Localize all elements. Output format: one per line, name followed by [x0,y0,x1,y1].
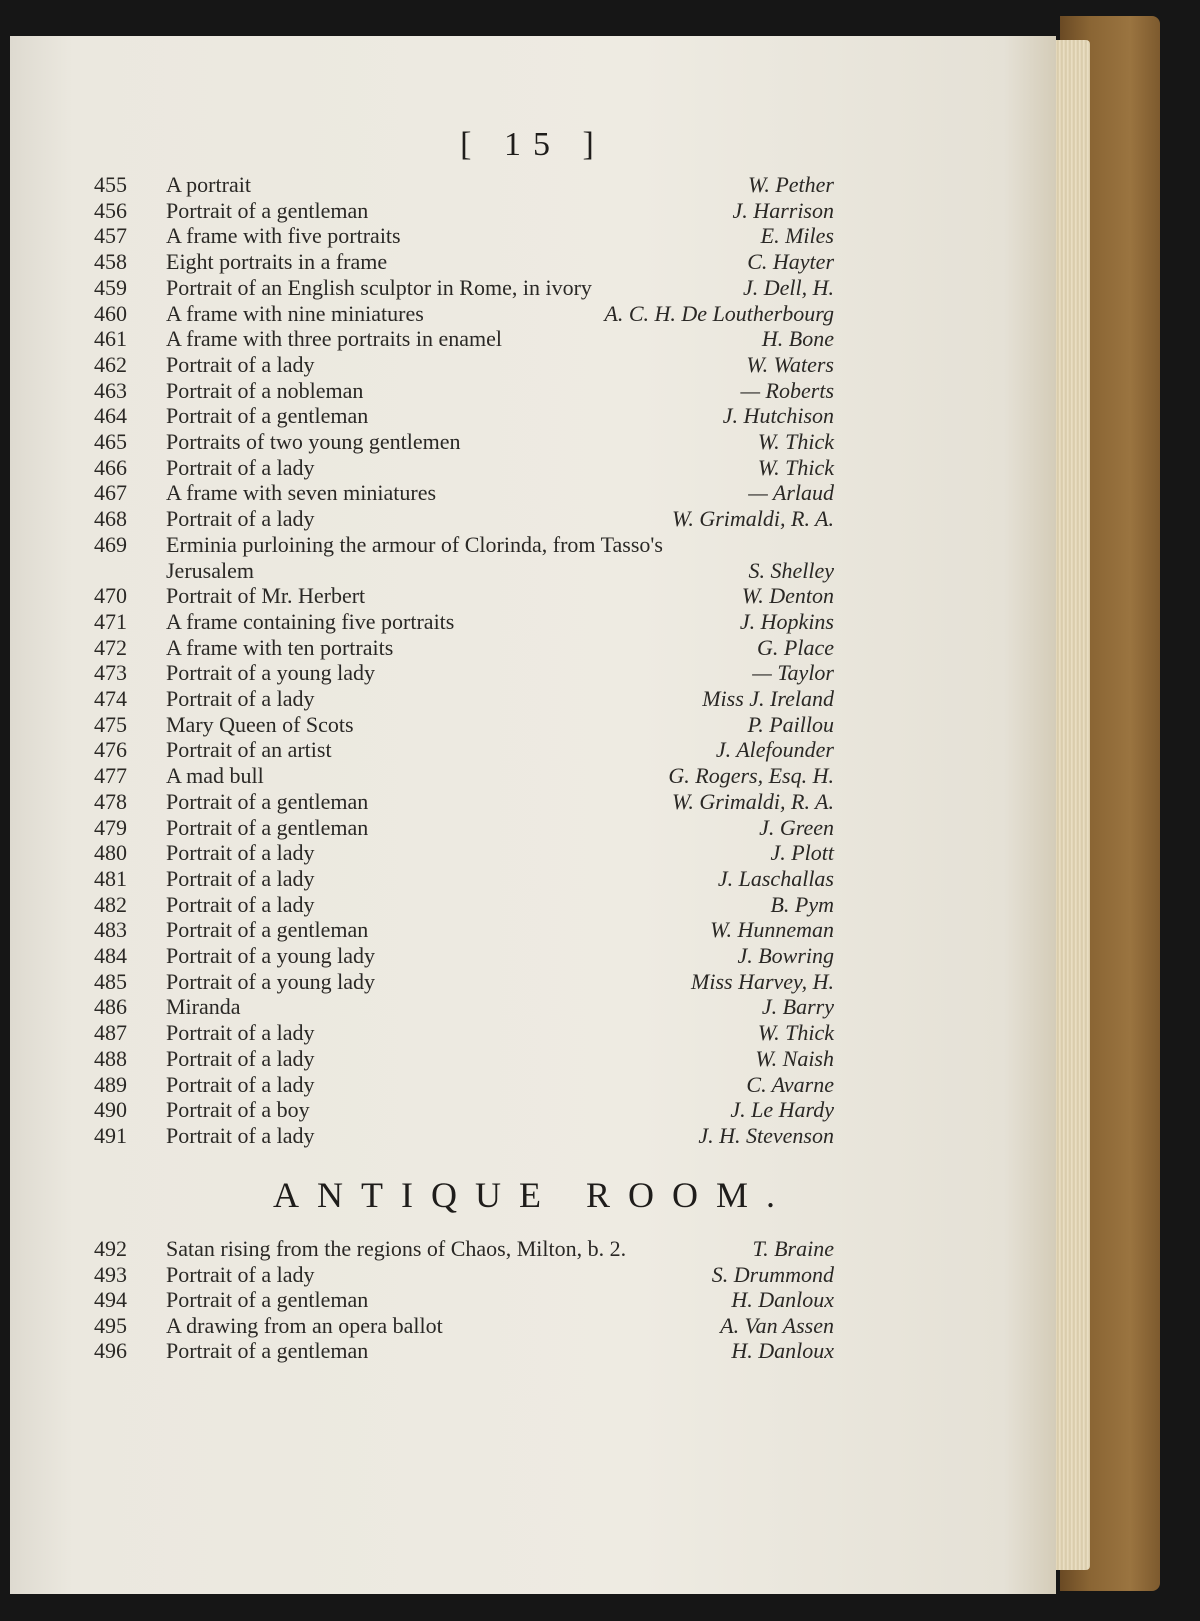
catalogue-entry [94,1313,834,1339]
entry-title: Portrait of a lady [166,454,315,480]
catalogue-entry [94,969,834,995]
entry-title: Portrait of a lady [166,1261,315,1287]
entry-artist: W. Pether [748,172,834,197]
entry-number: 468 [94,506,127,532]
entry-title: Portrait of a young lady [166,968,375,994]
entry-title: Portrait of a lady [166,865,315,891]
entry-number: 459 [94,274,127,300]
catalogue-entry [94,1262,834,1288]
entry-artist: J. Dell, H. [742,274,834,300]
catalogue-entry [94,815,834,841]
entry-number: 484 [94,943,127,968]
entry-artist: W. Thick [757,454,834,480]
entry-number: 492 [94,1236,127,1261]
section-heading: ANTIQUE ROOM. [273,1175,793,1215]
entry-number: 474 [94,686,127,711]
entry-number: 496 [94,1338,127,1363]
entry-number: 490 [94,1097,127,1123]
catalogue-page [10,36,1056,1594]
entry-number: 471 [94,608,127,634]
entry-artist: J. Hopkins [739,608,834,634]
catalogue-entry [94,737,834,763]
entry-number: 488 [94,1045,127,1071]
entry-artist: H. Bone [761,326,834,352]
entry-title: Portrait of a lady [166,840,315,866]
entry-number: 460 [94,300,127,326]
catalogue-entry [94,301,834,327]
entry-number: 478 [94,788,127,814]
catalogue-entry [94,1338,834,1364]
entry-number: 475 [94,711,127,737]
catalogue-entry [94,223,834,249]
catalogue-entry [94,1072,834,1098]
entry-title: A frame with ten portraits [166,634,394,660]
entry-number: 480 [94,840,127,866]
catalogue-entry [94,635,834,661]
catalogue-entry [94,455,834,481]
catalogue-entry [94,583,834,609]
catalogue-entry [94,917,834,943]
entry-number: 481 [94,865,127,891]
entry-title: Portrait of a lady [166,891,315,917]
entry-artist: J. Harrison [732,197,834,223]
entry-title: A frame with five portraits [166,223,401,249]
entry-number: 495 [94,1312,127,1338]
entry-artist: E. Miles [760,223,834,249]
catalogue-entry [94,378,834,404]
entry-title: Portrait of a nobleman [166,377,364,403]
entry-artist: G. Rogers, Esq. H. [668,763,834,789]
entry-title: Portrait of Mr. Herbert [166,583,366,609]
entry-title: A frame with seven miniatures [166,480,437,506]
entry-artist: P. Paillou [747,711,834,737]
entry-artist: J. Alefounder [715,737,834,763]
entry-number: 491 [94,1122,127,1148]
entry-title: Portrait of a lady [166,351,315,377]
catalogue-entry [94,892,834,918]
catalogue-entry [94,429,834,455]
entry-title: Portrait of a lady [166,506,315,532]
entry-artist: J. Laschallas [717,865,834,891]
entry-title: Portrait of an English sculptor in Rome, in ivory [166,274,592,300]
catalogue-entry [94,506,834,532]
catalogue-entry [94,1287,834,1313]
entry-title: Portrait of a lady [166,1045,315,1071]
entry-artist: Miss J. Ireland [702,686,834,711]
entry-number: 456 [94,197,127,223]
catalogue-entry [94,840,834,866]
entry-artist: G. Place [757,634,834,660]
entry-artist: J. Le Hardy [730,1097,834,1123]
entry-title: A frame containing five portraits [166,608,455,634]
entry-number: 458 [94,249,127,275]
entry-artist: J. Plott [770,840,834,866]
entry-artist: Miss Harvey, H. [691,968,834,994]
entry-number: 494 [94,1287,127,1312]
entry-number: 486 [94,994,127,1020]
entry-artist: — Arlaud [748,480,834,506]
entry-number: 469 [94,531,127,557]
entry-title: Jerusalem [166,557,254,583]
entry-artist: W. Hunneman [710,917,834,943]
entry-title: Portrait of a lady [166,1071,315,1097]
entry-number: 482 [94,891,127,917]
catalogue-entry [94,249,834,275]
entry-number: 476 [94,737,127,763]
entry-title: Portrait of a young lady [166,943,375,968]
entry-title: Eight portraits in a frame [166,249,388,275]
entry-number: 467 [94,480,127,506]
entry-artist: J. H. Stevenson [698,1122,834,1148]
entry-artist: J. Hutchison [722,403,834,429]
entry-title: Portrait of a gentleman [166,1338,369,1363]
entry-number: 463 [94,377,127,403]
catalogue-entry [94,609,834,635]
entry-artist: J. Bowring [737,943,834,968]
entry-artist: W. Thick [757,429,834,454]
entry-artist: W. Waters [746,351,834,377]
entry-number: 464 [94,403,127,429]
entry-artist: A. Van Assen [720,1312,834,1338]
entry-title: Portraits of two young gentlemen [166,429,461,454]
entry-artist: W. Naish [755,1045,834,1071]
catalogue-entry [94,1236,834,1262]
catalogue-entry [94,866,834,892]
entry-number: 487 [94,1020,127,1046]
catalogue-entry [94,1020,834,1046]
entry-title: Portrait of a gentleman [166,197,369,223]
entry-number: 485 [94,968,127,994]
entry-title: A mad bull [166,763,264,789]
entry-title: Portrait of a boy [166,1097,310,1123]
entry-number: 470 [94,583,127,609]
entry-artist: J. Barry [761,994,834,1020]
entry-number: 483 [94,917,127,943]
entry-number: 489 [94,1071,127,1097]
entry-artist: J. Green [759,814,834,840]
entry-artist: W. Denton [741,583,834,609]
entry-artist: S. Drummond [711,1261,834,1287]
catalogue-entry [94,275,834,301]
catalogue-entry [94,1046,834,1072]
entry-artist: — Taylor [752,660,834,686]
entry-number: 473 [94,660,127,686]
entry-title: Mary Queen of Scots [166,711,354,737]
entry-number: 461 [94,326,127,352]
catalogue-entry [94,789,834,815]
entry-number: 465 [94,429,127,454]
catalogue-entry [94,172,834,198]
entry-title: Portrait of a lady [166,1020,315,1046]
entry-title: Portrait of a gentleman [166,403,369,429]
catalogue-entry [94,403,834,429]
entry-title: Erminia purloining the armour of Clorinda, from Tasso's [166,531,663,557]
entry-number: 479 [94,814,127,840]
entry-title: Portrait of an artist [166,737,332,763]
entry-artist: W. Grimaldi, R. A. [672,788,834,814]
entry-title: Miranda [166,994,241,1020]
entry-artist: — Roberts [740,377,834,403]
entry-title: Portrait of a lady [166,686,315,711]
entry-artist: T. Braine [752,1236,834,1261]
catalogue-entry [94,1097,834,1123]
entry-title: Portrait of a gentleman [166,917,369,943]
catalogue-entry [94,994,834,1020]
catalogue-entry [94,943,834,969]
entry-title: A drawing from an opera ballot [166,1312,443,1338]
entry-artist: S. Shelley [748,557,834,583]
entry-artist: C. Avarne [746,1071,834,1097]
entry-title: Portrait of a lady [166,1122,315,1148]
entry-artist: H. Danloux [731,1338,834,1363]
entry-artist: H. Danloux [731,1287,834,1312]
entry-artist: W. Grimaldi, R. A. [672,506,834,532]
page-number: [ 15 ] [460,126,606,163]
catalogue-entry [94,532,834,558]
catalogue-entry [94,326,834,352]
entry-title: A portrait [166,172,251,197]
catalogue-entry [94,763,834,789]
entry-number: 457 [94,223,127,249]
entry-title: A frame with three portraits in enamel [166,326,502,352]
entry-artist: A. C. H. De Loutherbourg [604,300,834,326]
catalogue-entry [94,480,834,506]
catalogue-entry [94,686,834,712]
catalogue-entry [94,660,834,686]
entry-artist: B. Pym [770,891,834,917]
catalogue-entry [94,1123,834,1149]
entry-number: 466 [94,454,127,480]
entry-number: 455 [94,172,127,197]
entry-title: Portrait of a gentleman [166,814,369,840]
entry-number: 472 [94,634,127,660]
entry-number: 493 [94,1261,127,1287]
entry-title: Satan rising from the regions of Chaos, Milton, b. 2. [166,1236,627,1261]
entry-artist: W. Thick [757,1020,834,1046]
catalogue-entry [94,558,834,584]
catalogue-entry [94,352,834,378]
catalogue-entry [94,198,834,224]
catalogue-entry [94,712,834,738]
entry-title: A frame with nine miniatures [166,300,424,326]
entry-number: 462 [94,351,127,377]
entry-title: Portrait of a gentleman [166,788,369,814]
entry-title: Portrait of a gentleman [166,1287,369,1312]
entry-artist: C. Hayter [747,249,834,275]
entry-number: 477 [94,763,127,789]
entry-title: Portrait of a young lady [166,660,375,686]
